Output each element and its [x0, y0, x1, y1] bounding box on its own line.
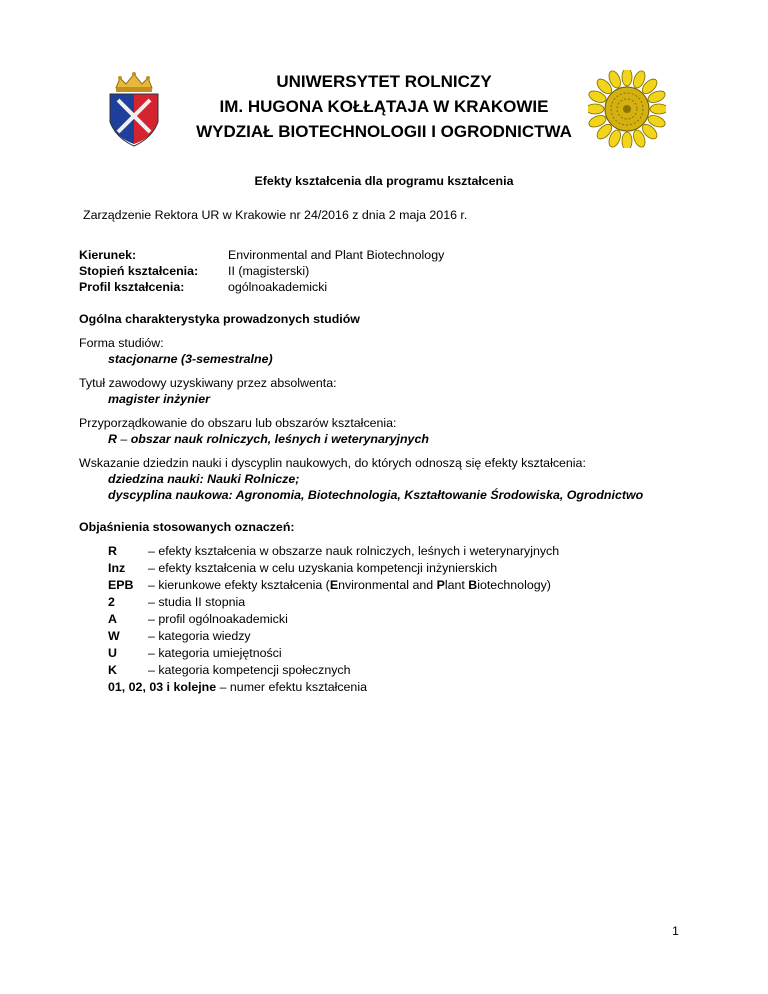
fields-label: Wskazanie dziedzin nauki i dyscyplin naukowych, do których odnoszą się efekty kształcenia: [79, 456, 586, 470]
university-patron: IM. HUGONA KOŁŁĄTAJA W KRAKOWIE [219, 97, 549, 116]
legend-desc: – kategoria kompetencji społecznych [148, 663, 351, 677]
legend-desc: – kategoria umiejętności [148, 646, 282, 660]
epb-text: lant [444, 578, 469, 592]
legend-item [108, 612, 288, 628]
legend-desc: – numer efektu kształcenia [216, 680, 367, 694]
legend-item [108, 646, 282, 662]
university-name: UNIWERSYTET ROLNICZY [276, 72, 492, 91]
info-label-kierunek: Kierunek: [79, 248, 137, 262]
epb-letter-b: B [468, 578, 478, 592]
legend-code: R [108, 544, 117, 558]
legend-code: W [108, 629, 120, 643]
legend-code: 2 [108, 595, 115, 609]
area-dash: – [116, 432, 131, 446]
info-label-stopien: Stopień kształcenia: [79, 264, 199, 278]
epb-text: nvironmental and [338, 578, 437, 592]
legend-desc: – efekty kształcenia w obszarze nauk rolniczych, leśnych i weterynaryjnych [148, 544, 560, 558]
legend-desc: – profil ogólnoakademicki [148, 612, 288, 626]
legend-code: U [108, 646, 117, 660]
epb-text: iotechnology) [477, 578, 551, 592]
form-value: stacjonarne (3-semestralne) [108, 352, 273, 366]
legend-item [108, 561, 497, 577]
epb-letter-e: E [329, 578, 339, 592]
area-code: R [108, 432, 117, 446]
legend-desc: – kategoria wiedzy [148, 629, 251, 643]
info-value-profil: ogólnoakademicki [228, 280, 328, 294]
legend-desc: – kierunkowe efekty kształcenia ( [148, 578, 330, 592]
area-label: Przyporządkowanie do obszaru lub obszarów kształcenia: [79, 416, 397, 430]
legend-item [108, 544, 559, 560]
legend-item [108, 663, 351, 679]
legend-code: Inz [108, 561, 126, 575]
discipline-value: dyscyplina naukowa: Agronomia, Biotechnologia, Kształtowanie Środowiska, Ogrodnictwo [108, 488, 644, 502]
legend-item [108, 629, 251, 645]
title-value: magister inżynier [108, 392, 210, 406]
legend-code: A [108, 612, 117, 626]
epb-letter-p: P [436, 578, 445, 592]
legend-item [108, 578, 551, 594]
info-value-kierunek: Environmental and Plant Biotechnology [228, 248, 445, 262]
decree-text: Zarządzenie Rektora UR w Krakowie nr 24/2016 z dnia 2 maja 2016 r. [83, 208, 468, 222]
legend-desc: – studia II stopnia [148, 595, 246, 609]
info-label-profil: Profil kształcenia: [79, 280, 185, 294]
legend-code: EPB [108, 578, 134, 592]
legend-desc: – efekty kształcenia w celu uzyskania kompetencji inżynierskich [148, 561, 498, 575]
form-label: Forma studiów: [79, 336, 164, 350]
legend-heading: Objaśnienia stosowanych oznaczeń: [79, 520, 295, 534]
page-number: 1 [672, 924, 679, 938]
area-value-line [108, 432, 429, 446]
area-value: obszar nauk rolniczych, leśnych i weterynaryjnych [130, 432, 429, 446]
domain-value: dziedzina nauki: Nauki Rolnicze; [108, 472, 300, 486]
legend-item [108, 680, 367, 696]
document-title: Efekty kształcenia dla programu kształcenia [254, 174, 514, 188]
title-label: Tytuł zawodowy uzyskiwany przez absolwenta: [79, 376, 337, 390]
legend-item [108, 595, 245, 611]
general-heading: Ogólna charakterystyka prowadzonych studiów [79, 312, 360, 326]
legend-code: 01, 02, 03 i kolejne [108, 680, 217, 694]
faculty-name: WYDZIAŁ BIOTECHNOLOGII I OGRODNICTWA [196, 122, 572, 141]
info-value-stopien: II (magisterski) [228, 264, 310, 278]
legend-code: K [108, 663, 117, 677]
